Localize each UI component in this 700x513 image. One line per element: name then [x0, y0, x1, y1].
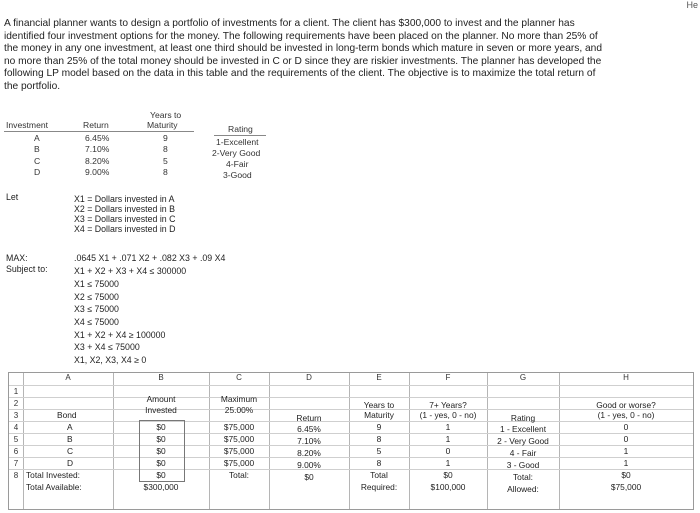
cell-b-total[interactable]: $0 [156, 470, 166, 480]
constraint: X4 ≤ 75000 [74, 317, 119, 327]
cell-f[interactable]: 1 [445, 434, 451, 444]
cell-f-head[interactable]: 7+ Years? [429, 400, 467, 410]
yrs-c: 5 [163, 156, 168, 166]
problem-line: no more than 25% of the total money should be invested in C or D since they are riskier investments. The planner has developed the [4, 55, 602, 67]
cell-b[interactable]: $0 [156, 422, 166, 432]
cell-c[interactable]: $75,000 [223, 422, 255, 432]
cell-b[interactable]: $0 [156, 458, 166, 468]
cell-d[interactable]: 8.20% [297, 448, 321, 458]
cell-f-required[interactable]: $100,000 [430, 482, 466, 492]
cell-total-available[interactable]: Total Available: [26, 482, 82, 492]
problem-line: the portfolio. [4, 80, 61, 92]
cell-g-total-label[interactable]: Total: [512, 472, 534, 482]
cell-d-total[interactable]: $0 [304, 472, 314, 482]
problem-line: A financial planner wants to design a portfolio of investments for a client. The client has $300,000 to invest and the planner has [4, 18, 575, 29]
constraint: X1 + X2 + X3 + X4 ≤ 300000 [74, 266, 187, 276]
row-divider [9, 397, 693, 398]
cell-g[interactable]: 4 - Fair [509, 448, 537, 458]
cell-e-total-label[interactable]: Total [370, 470, 388, 480]
header-return: Return [83, 120, 109, 130]
definition: X3 = Dollars invested in C [74, 214, 176, 224]
cell-c-head[interactable]: Maximum [220, 394, 258, 404]
col-header-a[interactable]: A [65, 373, 71, 382]
cell-d[interactable]: 6.45% [297, 424, 321, 434]
cell-h-total[interactable]: $0 [621, 470, 631, 480]
definition: X4 = Dollars invested in D [74, 224, 176, 234]
cell-d[interactable]: 9.00% [297, 460, 321, 470]
cell-g-head[interactable]: Rating [510, 413, 536, 423]
ret-a: 6.45% [85, 133, 110, 143]
cell-g[interactable]: 1 - Excellent [499, 424, 547, 434]
col-header-f[interactable]: F [445, 373, 451, 382]
col-header-d[interactable]: D [306, 373, 312, 382]
cell-h[interactable]: 0 [623, 422, 629, 432]
rating-c: 4-Fair [226, 159, 249, 169]
cell-b-head[interactable]: Amount [146, 394, 176, 404]
header-rating: Rating [228, 124, 253, 134]
row-number[interactable]: 2 [13, 399, 19, 408]
cell-e[interactable]: 5 [376, 446, 382, 456]
row-divider [9, 385, 693, 386]
inv-c: C [34, 156, 41, 166]
inv-a: A [34, 133, 40, 143]
cell-e[interactable]: 8 [376, 434, 382, 444]
let-label: Let [6, 192, 19, 202]
row-number[interactable]: 6 [13, 447, 19, 456]
constraint: X1 ≤ 75000 [74, 279, 119, 289]
cell-c[interactable]: $75,000 [223, 434, 255, 444]
constraint: X2 ≤ 75000 [74, 292, 119, 302]
max-label: MAX: [6, 253, 28, 263]
cell-e[interactable]: 8 [376, 458, 382, 468]
col-header-h[interactable]: H [623, 373, 629, 382]
rating-d: 3-Good [223, 170, 252, 180]
header-underline [4, 131, 194, 132]
cell-f-head[interactable]: (1 - yes, 0 - no) [419, 410, 477, 420]
cell-e-head[interactable]: Maturity [364, 410, 394, 420]
cell-c[interactable]: $75,000 [223, 458, 255, 468]
cell-f-total[interactable]: $0 [443, 470, 453, 480]
problem-line: the money in any one investment, at least one third should be invested in long-term bonds which mature in seven or more years, and [4, 43, 602, 55]
corner-text: He [686, 0, 698, 10]
col-header-g[interactable]: G [519, 373, 527, 382]
inv-b: B [34, 144, 40, 154]
row-number[interactable]: 3 [13, 411, 19, 420]
col-divider [23, 373, 24, 509]
problem-line: following LP model based on the data in this table and the requirements of the client. The objective is to maximize the total return of [4, 68, 596, 80]
cell-e-required-label[interactable]: Required: [360, 482, 398, 492]
row-number[interactable]: 4 [13, 423, 19, 432]
row-number[interactable]: 7 [13, 459, 19, 468]
cell-e-head[interactable]: Years to [363, 400, 395, 410]
cell-b[interactable]: $0 [156, 446, 166, 456]
problem-line: identified four investment options for the money. The following requirements have been placed on the planner. No more than 25% of [4, 30, 598, 42]
cell-d[interactable]: 7.10% [297, 436, 321, 446]
constraint: X1 + X2 + X4 ≥ 100000 [74, 330, 166, 340]
definition: X1 = Dollars invested in A [74, 194, 175, 204]
header-years-1: Years to [150, 110, 182, 120]
changing-cells-box [139, 420, 185, 482]
cell-f[interactable]: 1 [445, 458, 451, 468]
cell-g[interactable]: 3 - Good [506, 460, 540, 470]
constraint: X3 ≤ 75000 [74, 304, 119, 314]
cell-a-bond[interactable]: Bond [57, 410, 77, 420]
row-number[interactable]: 8 [13, 471, 19, 480]
cell-a[interactable]: D [67, 458, 74, 468]
cell-a[interactable]: C [67, 446, 74, 456]
definition: X2 = Dollars invested in B [74, 204, 175, 214]
constraint: X3 + X4 ≤ 75000 [74, 342, 140, 352]
cell-c-pct[interactable]: 25.00% [224, 405, 254, 415]
inv-d: D [34, 167, 41, 177]
cell-h[interactable]: 1 [623, 458, 629, 468]
cell-b[interactable]: $0 [156, 434, 166, 444]
yrs-d: 8 [163, 167, 168, 177]
cell-a[interactable]: B [67, 434, 73, 444]
cell-h[interactable]: 1 [623, 446, 629, 456]
cell-h-head[interactable]: Good or worse? [596, 400, 656, 410]
problem-statement [4, 18, 694, 94]
cell-h-allowed[interactable]: $75,000 [610, 482, 642, 492]
cell-g[interactable]: 2 - Very Good [497, 436, 549, 446]
header-investment: Investment [6, 120, 49, 130]
cell-h[interactable]: 0 [623, 434, 629, 444]
subject-to-label: Subject to: [6, 264, 48, 274]
cell-d-head[interactable]: Return [296, 413, 322, 423]
ret-b: 7.10% [85, 144, 110, 154]
cell-h-head[interactable]: (1 - yes, 0 - no) [597, 410, 655, 420]
yrs-a: 9 [163, 133, 168, 143]
cell-c[interactable]: $75,000 [223, 446, 255, 456]
rating-b: 2-Very Good [212, 148, 261, 158]
cell-c-total-label[interactable]: Total: [228, 470, 250, 480]
yrs-b: 8 [163, 144, 168, 154]
cell-f[interactable]: 0 [445, 446, 451, 456]
row-number[interactable]: 5 [13, 435, 19, 444]
header-years-2: Maturity [147, 120, 178, 130]
cell-b-head[interactable]: Invested [145, 405, 177, 415]
ret-c: 8.20% [85, 156, 110, 166]
rating-a: 1-Excellent [216, 137, 259, 147]
cell-f[interactable]: 1 [445, 422, 451, 432]
row-number[interactable]: 1 [13, 387, 19, 396]
rating-underline [214, 135, 266, 136]
constraint: X1, X2, X3, X4 ≥ 0 [74, 355, 147, 365]
objective: .0645 X1 + .071 X2 + .082 X3 + .09 X4 [74, 253, 226, 263]
cell-e[interactable]: 9 [376, 422, 382, 432]
cell-b-available[interactable]: $300,000 [143, 482, 179, 492]
spreadsheet [8, 372, 694, 510]
col-header-c[interactable]: C [236, 373, 242, 382]
cell-a[interactable]: A [67, 422, 73, 432]
ret-d: 9.00% [85, 167, 110, 177]
cell-g-allowed-label[interactable]: Allowed: [507, 484, 539, 494]
col-header-b[interactable]: B [158, 373, 164, 382]
col-header-e[interactable]: E [376, 373, 382, 382]
cell-total-invested[interactable]: Total Invested: [26, 470, 81, 480]
